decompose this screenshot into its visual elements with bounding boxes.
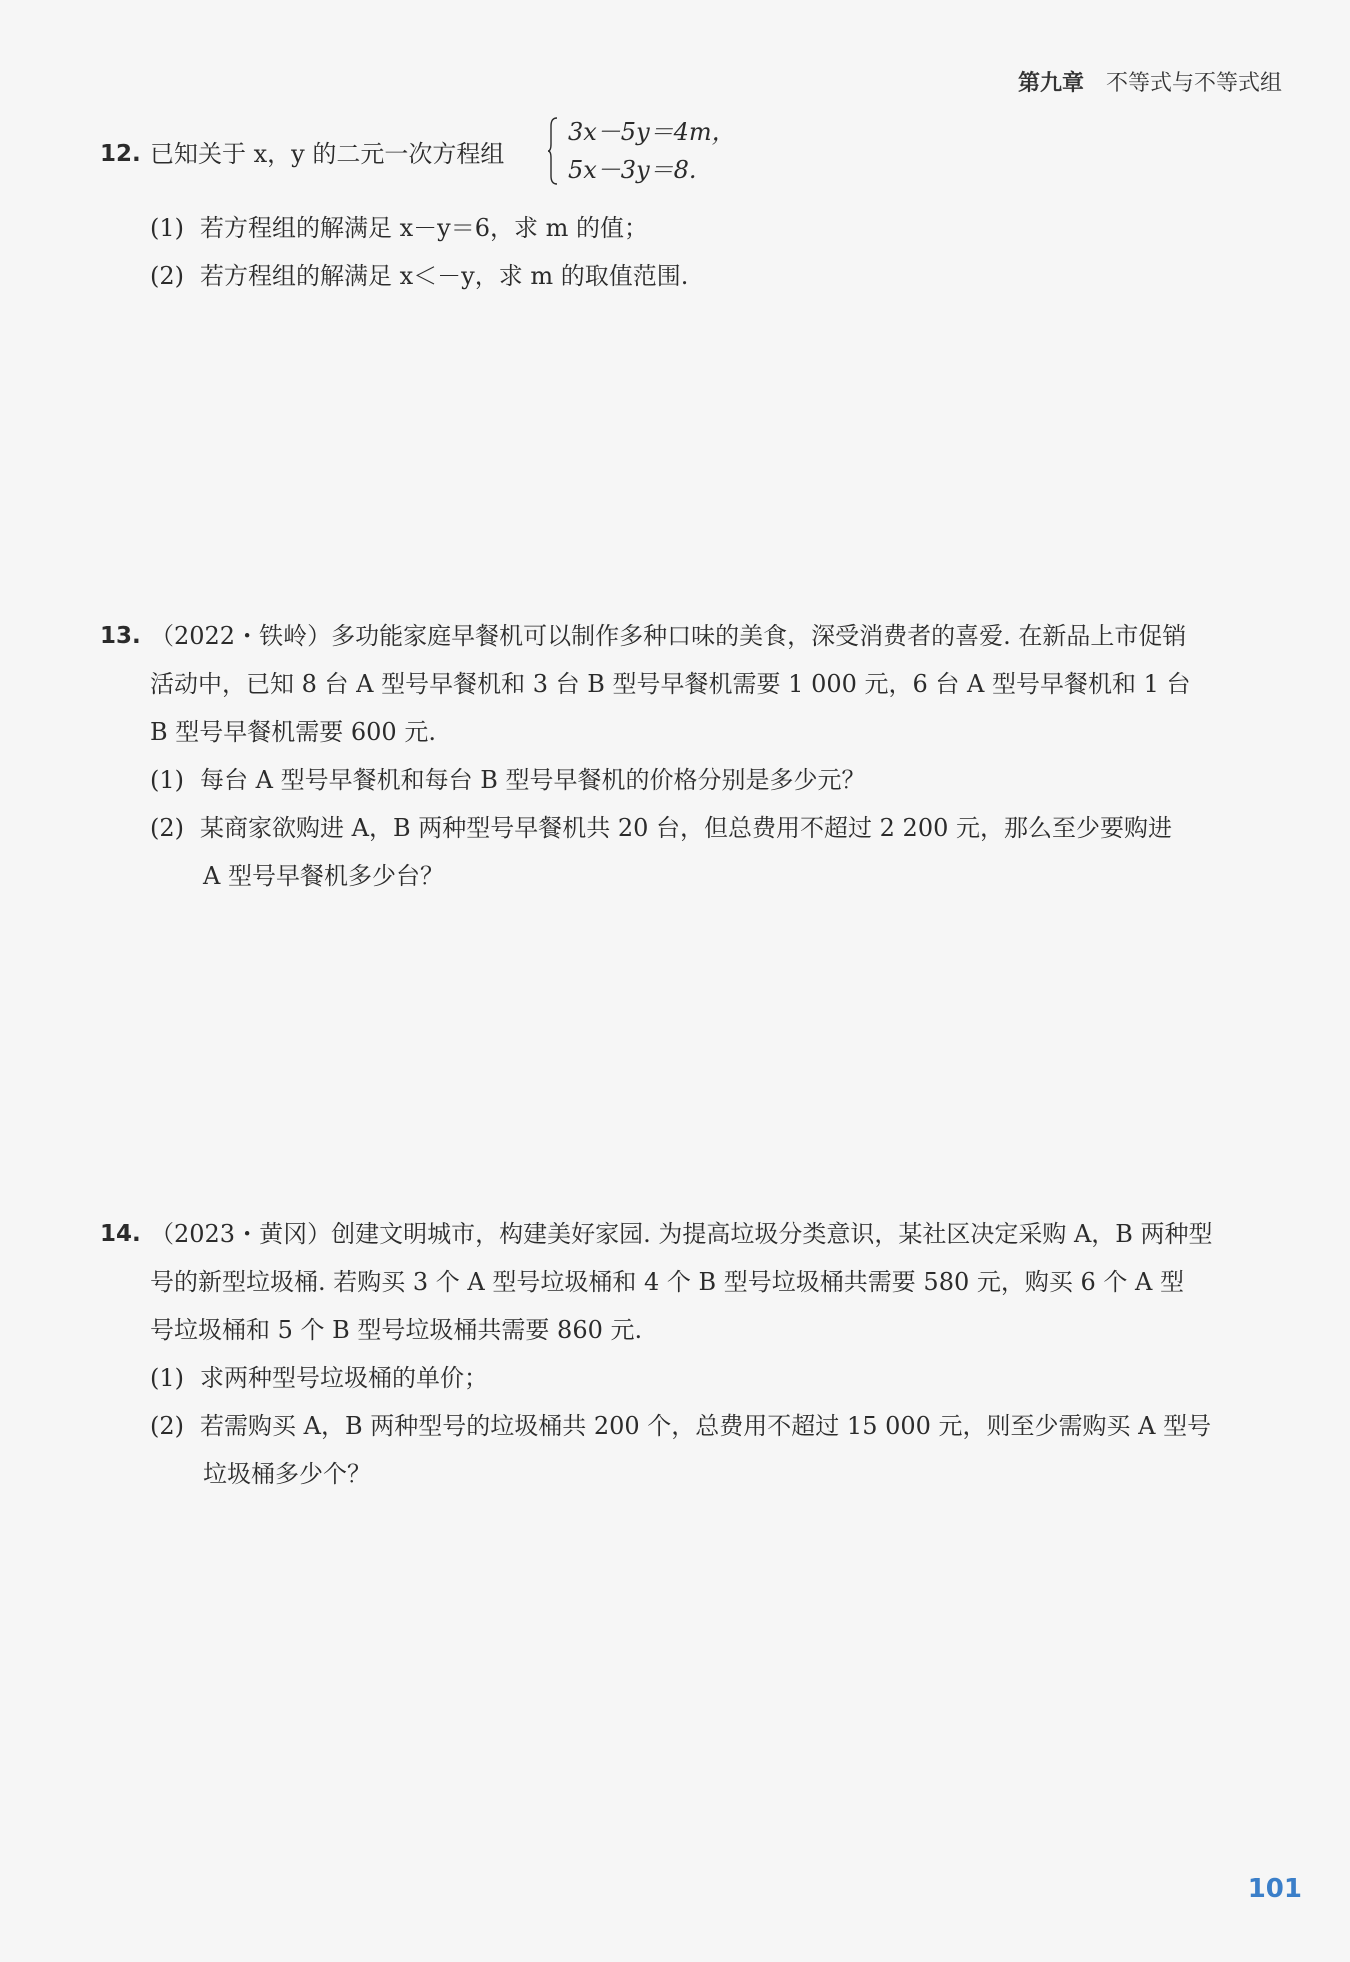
sub-question-2-cont: 垃圾桶多少个？ <box>203 1460 371 1488</box>
sub-question-1 <box>150 756 1290 804</box>
problem-stem-line: （2023・黄冈）创建文明城市，构建美好家园. 为提高垃圾分类意识，某社区决定采购 A，B 两种型 <box>150 1220 1213 1248</box>
sub-label: (2) <box>150 814 184 842</box>
sub-text: 每台 A 型号早餐机和每台 B 型号早餐机的价格分别是多少元？ <box>200 766 866 794</box>
problem-stem-line: 号的新型垃圾桶. 若购买 3 个 A 型号垃圾桶和 4 个 B 型号垃圾桶共需要 580 元，购买 6 个 A 型 <box>150 1268 1184 1296</box>
problem-number: 14. <box>100 1221 141 1247</box>
running-header <box>1018 66 1282 97</box>
sub-text: 若方程组的解满足 x－y＝6，求 m 的值； <box>200 214 649 242</box>
sub-label: (1) <box>150 766 184 794</box>
sub-text: 求两种型号垃圾桶的单价； <box>200 1364 488 1392</box>
problem-stem-line: （2022・铁岭）多功能家庭早餐机可以制作多种口味的美食，深受消费者的喜爱. 在新品上市促销 <box>150 622 1187 650</box>
sub-label: (1) <box>150 1364 184 1392</box>
problem-stem-line: 活动中，已知 8 台 A 型号早餐机和 3 台 B 型号早餐机需要 1 000 元，6 台 A 型号早餐机和 1 台 <box>150 670 1191 698</box>
problem-stem-line: B 型号早餐机需要 600 元. <box>150 718 436 746</box>
left-brace-icon <box>548 116 558 186</box>
sub-label: (2) <box>150 262 184 290</box>
sub-text: 若需购买 A，B 两种型号的垃圾桶共 200 个，总费用不超过 15 000 元，则至少需购买 A 型号 <box>200 1412 1212 1440</box>
sub-text: 某商家欲购进 A，B 两种型号早餐机共 20 台，但总费用不超过 2 200 元，那么至少要购进 <box>200 814 1172 842</box>
sub-question-2 <box>150 1402 1290 1450</box>
sub-question-2 <box>150 804 1290 852</box>
sub-label: (1) <box>150 214 184 242</box>
sub-question-2 <box>150 252 1290 300</box>
sub-label: (2) <box>150 1412 184 1440</box>
sub-question-1 <box>150 204 1290 252</box>
equation-1: 3x－5y＝4m， <box>568 118 736 146</box>
sub-question-2-cont: A 型号早餐机多少台？ <box>203 862 444 890</box>
chapter-label: 第九章 <box>1017 71 1084 96</box>
page-number: 101 <box>1247 1874 1302 1904</box>
sub-text: 若方程组的解满足 x＜－y，求 m 的取值范围. <box>200 262 689 290</box>
problem-stem-line: 号垃圾桶和 5 个 B 型号垃圾桶共需要 860 元. <box>150 1316 643 1344</box>
problem-number: 12. <box>100 141 141 167</box>
problem-stem: 已知关于 x，y 的二元一次方程组 <box>150 140 505 168</box>
problem-number: 13. <box>100 623 141 649</box>
chapter-title: 不等式与不等式组 <box>1105 71 1282 96</box>
sub-question-1 <box>150 1354 1290 1402</box>
equation-2: 5x－3y＝8. <box>568 156 697 184</box>
